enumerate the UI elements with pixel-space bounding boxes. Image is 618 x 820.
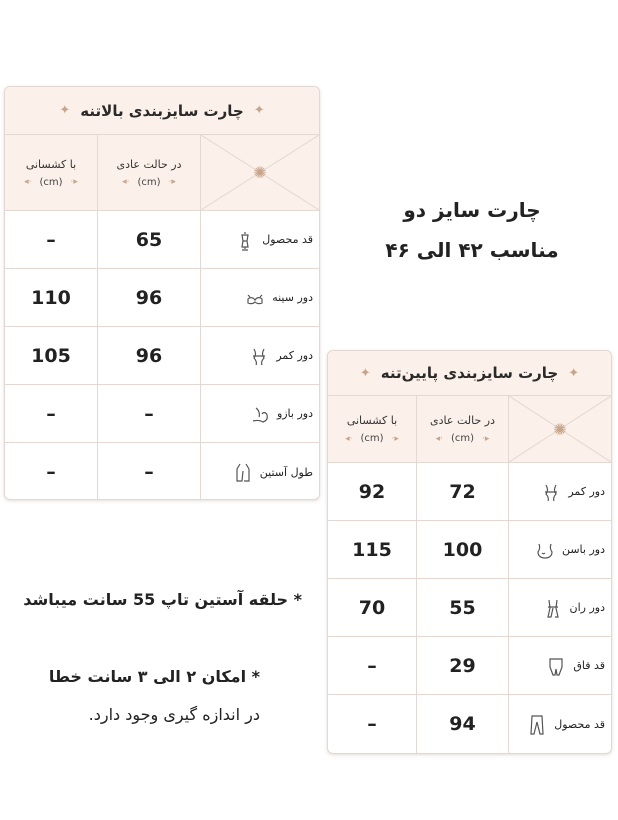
top-chart-title: چارت سایزبندی بالاتنه	[80, 101, 244, 120]
stretch-value-cell	[328, 579, 416, 636]
unit-label: (cm)	[137, 176, 161, 188]
stretch-value: –	[367, 713, 377, 735]
normal-value-cell	[97, 269, 200, 326]
stretch-value-cell	[328, 521, 416, 578]
sparkle-icon: ✦	[568, 365, 580, 381]
waist-icon	[248, 345, 270, 367]
sparkle-icon: ✺	[553, 419, 567, 439]
column-header-normal	[97, 135, 200, 210]
arrow-icon: ·▸	[70, 177, 78, 187]
unit-label: (cm)	[360, 433, 384, 444]
unit-line	[24, 177, 78, 188]
measurement-label-cell	[200, 211, 319, 268]
thigh-icon	[542, 597, 564, 619]
sleeve-icon	[232, 461, 254, 483]
measurement-label-cell	[508, 521, 611, 578]
normal-value: 29	[449, 654, 476, 677]
unit-line	[345, 433, 399, 444]
stretch-value-cell	[5, 443, 97, 500]
unit-label: (cm)	[450, 433, 475, 444]
stretch-value-cell	[5, 211, 97, 268]
sleeve-note-text: * حلقه آستین تاپ 55 سانت میباشد	[23, 590, 302, 609]
measurement-label-cell	[508, 637, 611, 694]
size-title-line1: چارت سایز دو	[403, 198, 541, 222]
normal-value: 100	[442, 538, 483, 561]
measurement-label: دور ران	[569, 601, 605, 614]
measurement-label-cell	[508, 579, 611, 636]
normal-value-cell	[97, 211, 200, 268]
tolerance-note-line2: در اندازه گیری وجود دارد.	[88, 705, 260, 724]
header-row	[5, 135, 319, 211]
header-row	[328, 396, 611, 463]
normal-value: 96	[135, 344, 163, 367]
measurement-label-cell	[200, 327, 319, 384]
stretch-value: 115	[352, 538, 392, 561]
unit-line	[122, 177, 176, 188]
table-row	[5, 443, 319, 500]
normal-value: 55	[449, 596, 476, 619]
corner-decoration	[508, 396, 611, 462]
stretch-value: –	[46, 461, 56, 483]
table-row	[328, 695, 611, 753]
sleeve-note	[23, 590, 302, 609]
stretch-value-cell	[328, 463, 416, 520]
stretch-value-cell	[5, 269, 97, 326]
measurement-label: دور کمر	[568, 485, 605, 498]
unit-line	[436, 433, 490, 444]
measurement-label-cell	[508, 695, 611, 753]
normal-value: 96	[135, 286, 163, 309]
normal-value: –	[144, 461, 154, 483]
stretch-value: 105	[31, 344, 71, 367]
column-label: با کشسانی	[25, 157, 77, 171]
sparkle-icon: ✦	[253, 103, 265, 118]
arrow-icon: ·▸	[391, 433, 399, 444]
normal-value-cell	[416, 463, 508, 520]
waist-icon	[540, 481, 562, 503]
size-title	[362, 190, 582, 270]
table-row	[328, 463, 611, 521]
bottom-chart-title-bar	[328, 351, 611, 396]
normal-value: 94	[449, 713, 476, 735]
measurement-label-cell	[200, 385, 319, 442]
normal-value-cell	[416, 637, 508, 694]
pants-icon	[526, 713, 548, 735]
table-row	[328, 579, 611, 637]
normal-value: 72	[449, 480, 476, 503]
measurement-label: دور بازو	[276, 407, 313, 420]
sparkle-icon: ✺	[253, 163, 267, 182]
table-row	[5, 211, 319, 269]
arm-icon	[249, 403, 271, 425]
arrow-icon: ◂·	[122, 177, 130, 187]
corner-decoration	[200, 135, 319, 210]
stretch-value: –	[46, 228, 56, 251]
measurement-label-cell	[200, 443, 319, 500]
normal-value: 65	[135, 228, 163, 251]
bra-icon	[244, 287, 266, 309]
column-header-stretch	[5, 135, 97, 210]
size-title-line2: مناسب ۴۲ الی ۴۶	[385, 238, 559, 262]
arrow-icon: ·▸	[482, 433, 490, 444]
measurement-label: قد فاق	[573, 659, 605, 672]
stretch-value: 70	[358, 596, 386, 619]
bottom-size-chart	[327, 350, 612, 754]
column-label: با کشسانی	[346, 414, 398, 427]
stretch-value-cell	[5, 327, 97, 384]
table-row	[328, 637, 611, 695]
measurement-label: دور باسن	[561, 543, 605, 556]
measurement-label-cell	[508, 463, 611, 520]
normal-value-cell	[416, 579, 508, 636]
column-label: در حالت عادی	[116, 157, 182, 171]
measurement-label: قد محصول	[262, 233, 313, 246]
mannequin-icon	[234, 229, 256, 251]
tolerance-note-line1: * امکان ۲ الی ۳ سانت خطا	[48, 667, 260, 686]
arrow-icon: ◂·	[345, 433, 353, 444]
measurement-label: دور سینه	[272, 291, 313, 304]
stretch-value-cell	[5, 385, 97, 442]
top-chart-title-bar	[5, 87, 319, 135]
stretch-value: –	[367, 654, 377, 677]
normal-value-cell	[416, 521, 508, 578]
sparkle-icon: ✦	[359, 365, 371, 381]
measurement-label: دور کمر	[276, 349, 313, 362]
arrow-icon: ◂·	[435, 433, 443, 444]
column-header-stretch	[328, 396, 416, 462]
arrow-icon: ◂·	[24, 177, 32, 187]
table-row	[5, 385, 319, 443]
stretch-value-cell	[328, 695, 416, 753]
arrow-icon: ·▸	[168, 177, 176, 187]
rise-icon	[545, 655, 567, 677]
top-size-chart	[4, 86, 320, 500]
column-header-normal	[416, 396, 508, 462]
column-label: در حالت عادی	[430, 414, 495, 427]
measurement-label-cell	[200, 269, 319, 326]
measurement-label: قد محصول	[554, 717, 605, 731]
normal-value-cell	[97, 327, 200, 384]
table-row	[5, 269, 319, 327]
measurement-label: طول آستین	[259, 465, 313, 479]
stretch-value: 92	[358, 480, 386, 503]
hip-icon	[534, 539, 556, 561]
normal-value: –	[144, 402, 154, 425]
stretch-value-cell	[328, 637, 416, 694]
table-row	[5, 327, 319, 385]
stretch-value: –	[46, 402, 56, 425]
normal-value-cell	[416, 695, 508, 753]
unit-label: (cm)	[39, 176, 63, 188]
sparkle-icon: ✦	[59, 103, 71, 118]
table-row	[328, 521, 611, 579]
stretch-value: 110	[31, 286, 71, 309]
normal-value-cell	[97, 385, 200, 442]
normal-value-cell	[97, 443, 200, 500]
bottom-chart-title: چارت سایزبندی پایین‌تنه	[380, 364, 559, 382]
tolerance-note	[49, 658, 260, 734]
